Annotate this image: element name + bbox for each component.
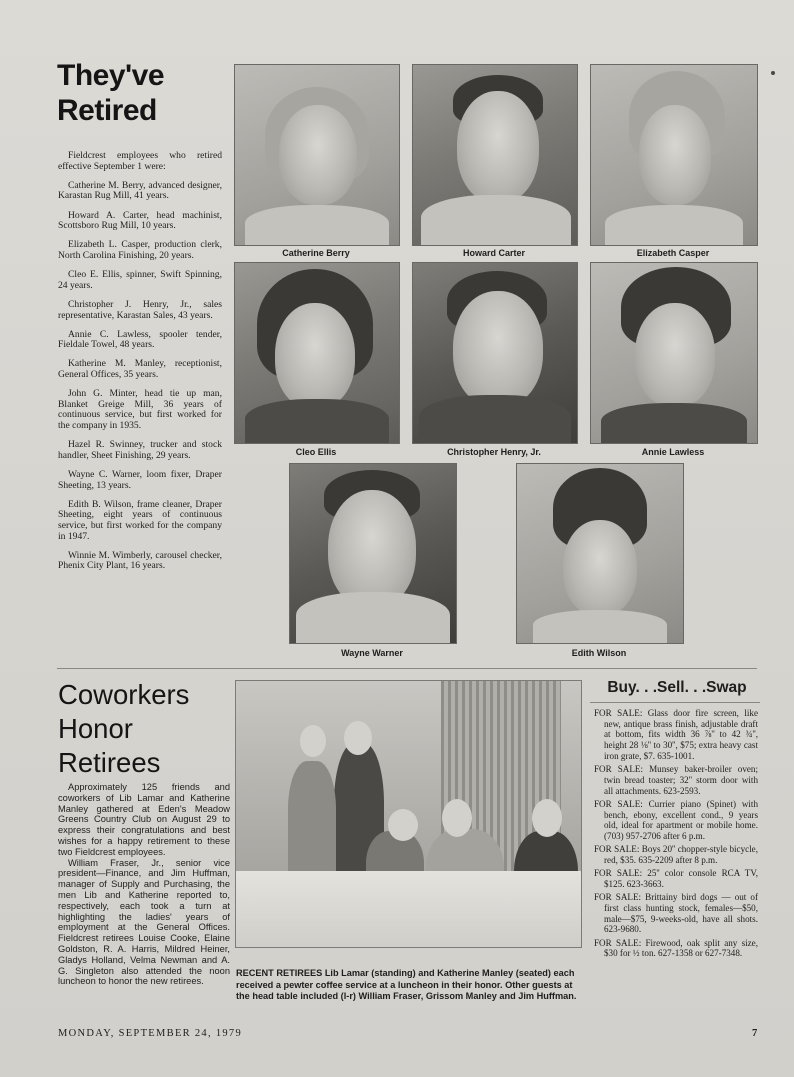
- retiree-entry: Howard A. Carter, head machinist, Scottsboro Rug Mill, 10 years.: [58, 209, 222, 232]
- retiree-entry: Katherine M. Manley, receptionist, General Offices, 35 years.: [58, 358, 222, 381]
- title-line: Retired: [57, 94, 157, 127]
- classified-ad: FOR SALE: Glass door fire screen, like new, antique brass finish, adjustable draft at bottom, fits width 36 ⅞'' to 42 ¾'', height 28 ⅛'' to 30'', $75; extra heavy cast iron grate, $7. 635-1001.: [594, 708, 758, 761]
- retiree-intro: Fieldcrest employees who retired effective September 1 were:: [58, 150, 222, 172]
- classified-ad: FOR SALE: Munsey baker-broiler oven; twin bread toaster; 32'' storm door with all attachments. 623-2593.: [594, 764, 758, 796]
- section-divider: [57, 668, 757, 669]
- classified-ad: FOR SALE: Firewood, oak split any size, $30 for ½ ton. 627-1358 or 627-7348.: [594, 937, 758, 959]
- coworkers-article: [58, 782, 230, 987]
- portrait-caption: Elizabeth Casper: [636, 248, 710, 258]
- title-line: Honor: [58, 713, 133, 744]
- retiree-entry: Annie C. Lawless, spooler tender, Fieldale Towel, 48 years.: [58, 328, 222, 351]
- retiree-entry: Catherine M. Berry, advanced designer, Karastan Rug Mill, 41 years.: [58, 179, 222, 202]
- page-number: 7: [752, 1028, 758, 1039]
- portrait-photo: [590, 64, 758, 246]
- portrait-caption: Wayne Warner: [341, 648, 403, 658]
- classified-ad: FOR SALE: Brittainy bird dogs — out of first class hunting stock, females—$50, male—$75, 9-weeks-old, have all shots. 623-9680.: [594, 892, 758, 935]
- portrait-photo: [289, 463, 457, 644]
- retiree-entry: Christopher J. Henry, Jr., sales representative, Karastan Sales, 43 years.: [58, 298, 222, 321]
- section-title-retired: [57, 58, 227, 128]
- portrait-caption: Christopher Henry, Jr.: [447, 447, 541, 457]
- classified-ad: FOR SALE: Boys 20'' chopper-style bicycle, red, $35. 635-2209 after 8 p.m.: [594, 844, 758, 865]
- retiree-entry: John G. Minter, head tie up man, Blanket Greige Mill, 36 years of continuous service, but first worked for the company in 1935.: [58, 388, 222, 432]
- retiree-entry: Wayne C. Warner, loom fixer, Draper Sheeting, 13 years.: [58, 469, 222, 491]
- portrait-caption: Annie Lawless: [641, 447, 705, 457]
- classifieds-list: [594, 708, 758, 962]
- portrait-photo: [234, 64, 400, 246]
- portrait-caption: Edith Wilson: [571, 648, 627, 658]
- section-title-coworkers: [58, 678, 233, 780]
- portrait-photo: [412, 64, 578, 246]
- classifieds-rule: [590, 702, 760, 703]
- portrait-photo: [234, 262, 400, 444]
- retiree-entry: Elizabeth L. Casper, production clerk, North Carolina Finishing, 20 years.: [58, 239, 222, 261]
- portrait-caption: Catherine Berry: [282, 248, 350, 258]
- luncheon-photo: [235, 680, 582, 948]
- retiree-entry: Winnie M. Wimberly, carousel checker, Phenix City Plant, 16 years.: [58, 549, 222, 572]
- retiree-entry: Edith B. Wilson, frame cleaner, Draper Sheeting, eight years of continuous service, but first worked for the company in 1947.: [58, 498, 222, 542]
- classified-ad: FOR SALE: Currier piano (Spinet) with bench, ebony, excellent cond., 9 years old, ideal for apartment or mobile home. (703) 957-2706 after 6 p.m.: [594, 798, 758, 841]
- portrait-photo: [590, 262, 758, 444]
- classifieds-title: Buy. . .Sell. . .Swap: [607, 679, 747, 696]
- article-paragraph: Approximately 125 friends and coworkers of Lib Lamar and Katherine Manley gathered at Eden's Meadow Greens Country Club on August 29 to express their congratulations and best wishes for a happy retirement to these two Fieldcrest employees.: [58, 782, 230, 857]
- retiree-list: [58, 151, 222, 581]
- retiree-entry: Hazel R. Swinney, trucker and stock handler, Sheet Finishing, 29 years.: [58, 439, 222, 461]
- classified-ad: FOR SALE: 25'' color console RCA TV, $125. 623-3663.: [594, 868, 758, 889]
- title-line: Coworkers: [58, 679, 190, 710]
- portrait-photo: [516, 463, 684, 644]
- portrait-photo: [412, 262, 578, 444]
- photo-caption: RECENT RETIREES Lib Lamar (standing) and Katherine Manley (seated) each received a pewter coffee service at a luncheon in their honor. Other guests at the head table included (l-r) William Fraser, Grissom Manley and Jim Huffman.: [236, 968, 577, 1002]
- portrait-caption: Cleo Ellis: [295, 447, 337, 457]
- title-line: They've: [57, 59, 165, 92]
- title-line: Retirees: [58, 747, 161, 778]
- retiree-entry: Cleo E. Ellis, spinner, Swift Spinning, 24 years.: [58, 269, 222, 291]
- print-speck: [771, 71, 775, 75]
- article-paragraph: William Fraser, Jr., senior vice president—Finance, and Jim Huffman, manager of Supply and Purchasing, the men Lib and Katherine reported to, respectively, each took a turn at highlighting the ladies' years of employment at the General Offices. Fieldcrest retirees Louise Cooke, Elaine Goldston, R. A. Harris, Mildred Heiner, Gladys Holland, Velma Newman and A. G. Singleton also attended the noon luncheon to honor the new retirees.: [58, 857, 230, 987]
- footer-date: MONDAY, SEPTEMBER 24, 1979: [58, 1028, 243, 1039]
- portrait-caption: Howard Carter: [462, 248, 525, 258]
